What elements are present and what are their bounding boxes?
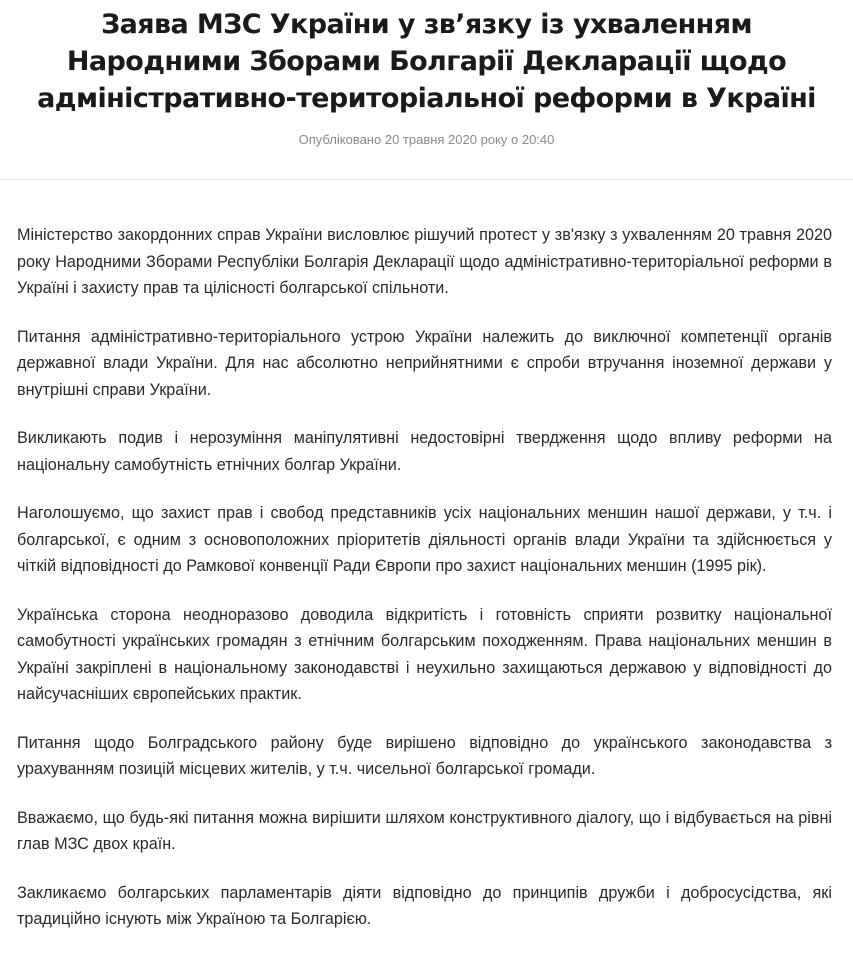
article-paragraph: Міністерство закордонних справ України висловлює рішучий протест у зв'язку з ухваленням 20 травня 2020 року Народними Зборами Республіки Болгарія Декларації щодо адміністративно-територіальної реформи в Україні і захисту прав та цілісності болгарської спільноти. bbox=[17, 226, 832, 297]
article-paragraph: Вважаємо, що будь-які питання можна вирішити шляхом конструктивного діалогу, що і відбувається на рівні глав МЗС двох країн. bbox=[17, 808, 832, 853]
article-paragraph: Питання щодо Болградського району буде вирішено відповідно до українського законодавства з урахуванням позицій місцевих жителів, у т.ч. чисельної болгарської громади. bbox=[17, 733, 832, 778]
article-paragraph: Українська сторона неодноразово доводила відкритість і готовність сприяти розвитку національної самобутності українських громадян з етнічним болгарським походженням. Права національних меншин в Україні закріплені в національному законодавстві і неухильно захищаються державою у відповідності до найсучасніших європейських практик. bbox=[17, 605, 832, 703]
publication-date: Опубліковано 20 травня 2020 року о 20:40 bbox=[298, 132, 555, 147]
article-paragraph: Питання адміністративно-територіального устрою України належить до виключної компетенції органів державної влади України. Для нас абсолютно неприйнятними є спроби втручання іноземної держави у внутрішні справи України. bbox=[17, 327, 832, 399]
header-divider bbox=[0, 179, 853, 180]
article-paragraph: Закликаємо болгарських парламентарів діяти відповідно до принципів дружби і добросусідства, які традиційно існують між Україною та Болгарією. bbox=[17, 883, 832, 928]
article-paragraph: Наголошуємо, що захист прав і свобод представників усіх національних меншин нашої держави, у т.ч. і болгарської, є одним з основоположних пріоритетів діяльності органів влади України та здійснюється у чіткій відповідності до Рамкової конвенції Ради Європи про захист національних меншин (1995 рік). bbox=[17, 504, 832, 575]
article-header bbox=[0, 0, 853, 149]
article-paragraph: Викликають подив і нерозуміння маніпулятивні недостовірні твердження щодо впливу реформи на національну самобутність етнічних болгар України. bbox=[17, 429, 832, 474]
article-title: Заява МЗС України у зв’язку із ухваленням Народними Зборами Болгарії Декларації щодо адміністративно-територіальної реформи в Україні bbox=[37, 9, 816, 114]
article-body bbox=[17, 222, 832, 955]
